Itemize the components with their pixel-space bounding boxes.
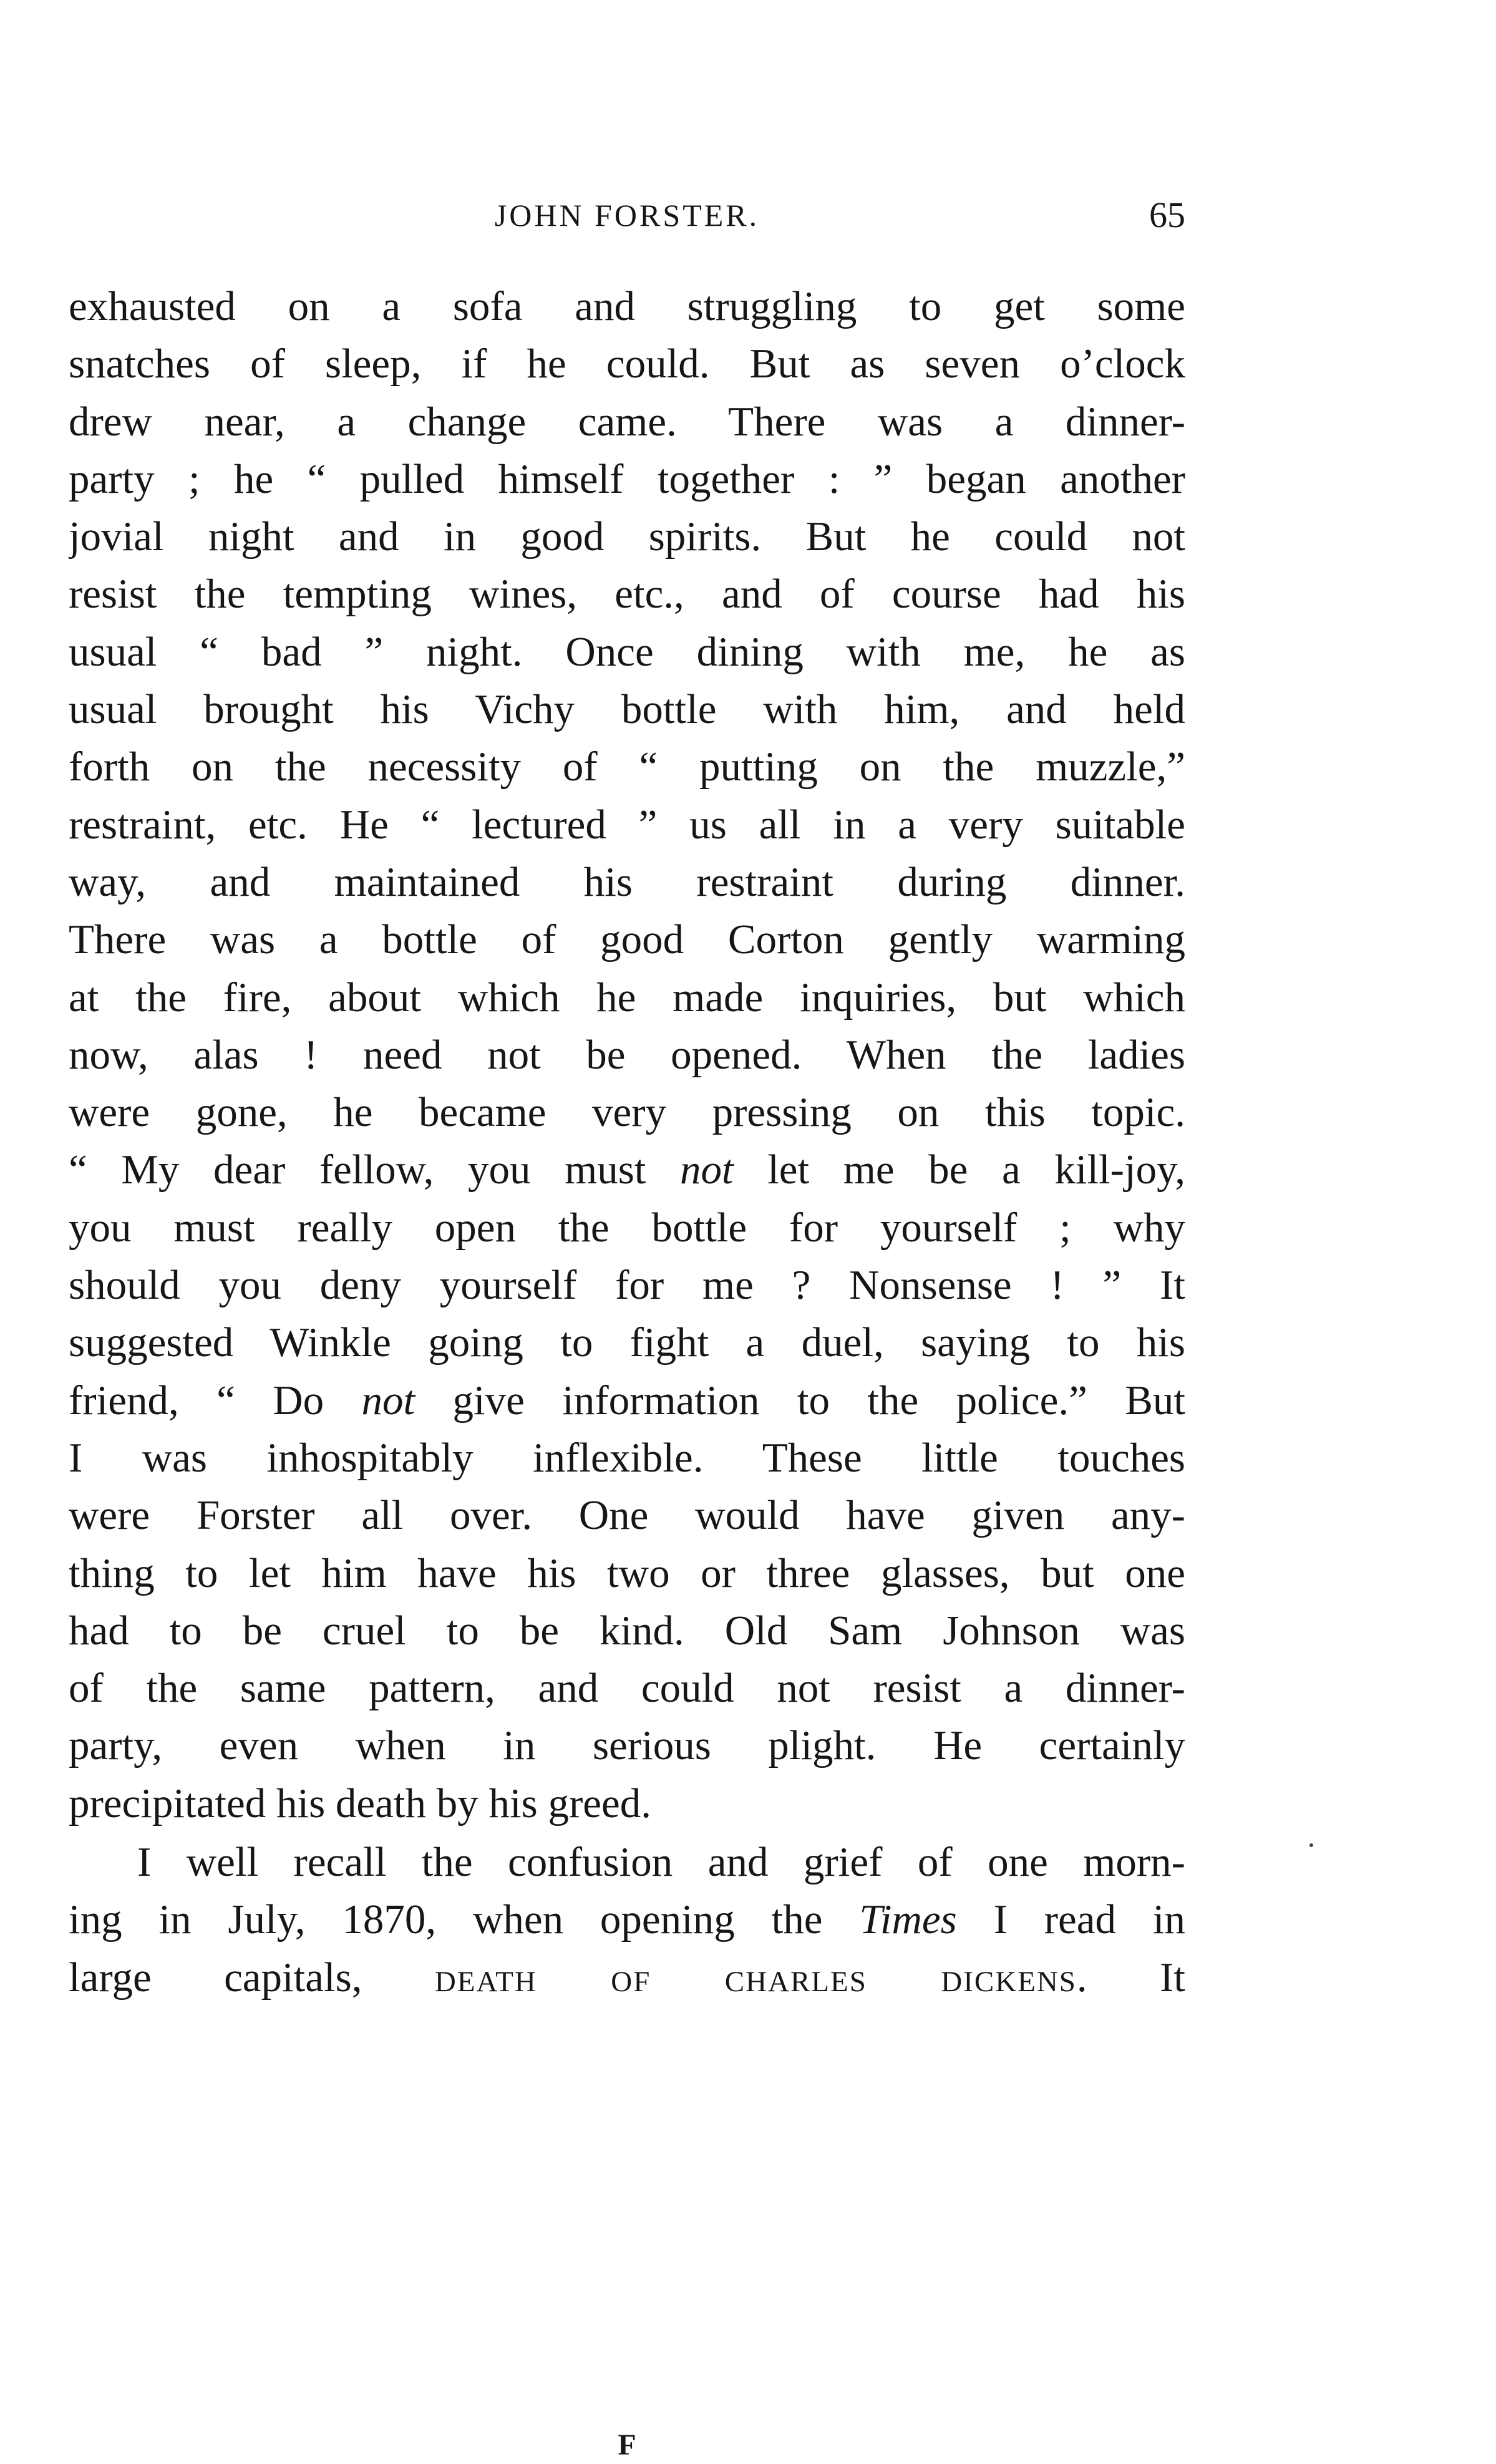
ink-speck [1309,1843,1313,1847]
text-line: way, and maintained his restraint during dinner. [69,858,1185,905]
text-line: snatches of sleep, if he could. But as seven o’clock [69,341,1185,387]
text-line: had to be cruel to be kind. Old Sam Johnson was [69,1607,1185,1654]
text-line: now, alas ! need not be opened. When the ladies [69,1031,1185,1078]
text-line: party ; he “ pulled himself together : ” began another [69,455,1185,502]
text-line: were gone, he became very pressing on this topic. [69,1089,1185,1136]
text-line: suggested Winkle going to fight a duel, saying to his [69,1319,1185,1366]
text-line: precipitated his death by his greed. [69,1780,651,1826]
text-line: usual brought his Vichy bottle with him, and held [69,686,1185,733]
text-line: I was inhospitably inflexible. These little touches [69,1434,1185,1481]
text-line: exhausted on a sofa and struggling to get some [69,283,1185,329]
text-line: jovial night and in good spirits. But he could not [69,513,1185,560]
text-line: were Forster all over. One would have given any- [69,1492,1185,1539]
text-line: should you deny yourself for me ? Nonsense ! ” It [69,1262,1185,1309]
italic-word: not [679,1147,734,1193]
page-number: 65 [1149,195,1185,235]
text-line: drew near, a change came. There was a dinner- [69,398,1185,445]
text-line: ing in July, 1870, when opening the Times I read in [69,1896,1185,1943]
body-text [69,278,1185,2006]
text-line: large capitals, death of charles dickens. It [69,1954,1185,2001]
text-line: forth on the necessity of “ putting on the muzzle,” [69,744,1185,790]
text-line: usual “ bad ” night. Once dining with me, he as [69,628,1185,675]
text-line: you must really open the bottle for yourself ; why [69,1204,1185,1251]
text-line: resist the tempting wines, etc., and of course had his [69,571,1185,618]
italic-word: not [361,1377,415,1424]
italic-word: Times [859,1896,957,1943]
running-head [69,190,1185,240]
text-line: of the same pattern, and could not resist a dinner- [69,1665,1185,1712]
text-line: at the fire, about which he made inquiries, but which [69,974,1185,1021]
text-line: party, even when in serious plight. He certainly [69,1722,1185,1769]
small-caps-phrase: death of charles dickens [434,1954,1077,2001]
text-line: friend, “ Do not give information to the police.” But [69,1377,1185,1424]
text-line: thing to let him have his two or three glasses, but one [69,1550,1185,1596]
signature-mark: F [618,2428,636,2462]
text-line: There was a bottle of good Corton gently warming [69,916,1185,963]
text-line: “ My dear fellow, you must not let me be a kill-joy, [69,1147,1185,1193]
text-line: restraint, etc. He “ lectured ” us all in a very suitable [69,801,1185,848]
running-title: JOHN FORSTER. [494,198,760,233]
text-line: I well recall the confusion and grief of one morn- [137,1839,1185,1886]
